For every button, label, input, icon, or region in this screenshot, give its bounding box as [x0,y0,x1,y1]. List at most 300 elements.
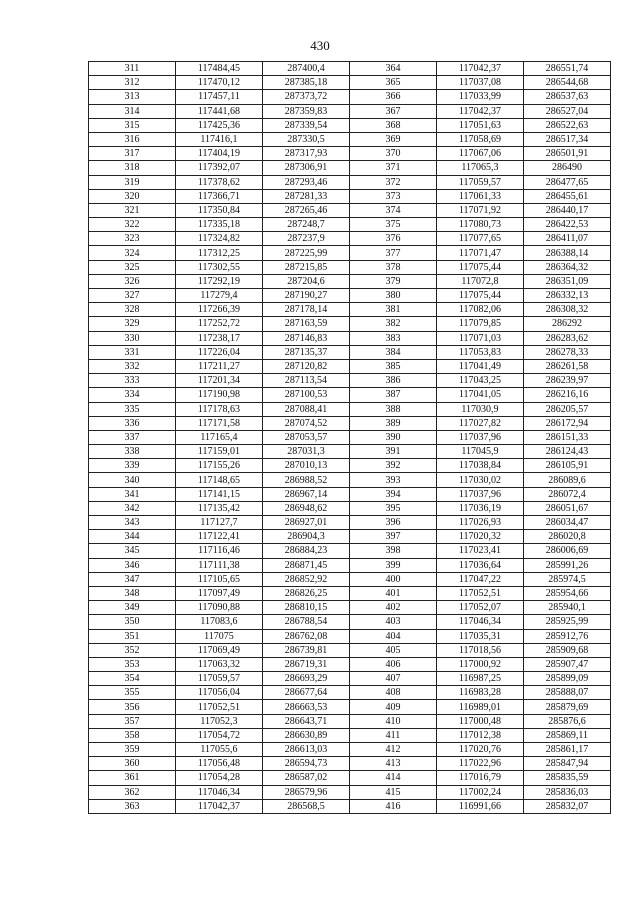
left-x-coordinate-cell: 117141,15 [176,487,263,501]
table-row [89,530,611,544]
right-point-number-cell: 390 [350,430,437,444]
right-x-coordinate-cell: 117002,24 [437,785,524,799]
right-x-coordinate-cell: 117077,65 [437,232,524,246]
left-point-number-cell: 321 [89,203,176,217]
left-x-coordinate-cell: 117148,65 [176,473,263,487]
right-y-coordinate-cell: 285974,5 [524,572,611,586]
left-x-coordinate-cell: 117392,07 [176,161,263,175]
table-row [89,601,611,615]
left-y-coordinate-cell: 286904,3 [263,530,350,544]
left-point-number-cell: 317 [89,147,176,161]
right-x-coordinate-cell: 116989,01 [437,700,524,714]
left-y-coordinate-cell: 287400,4 [263,62,350,76]
right-point-number-cell: 376 [350,232,437,246]
right-y-coordinate-cell: 285879,69 [524,700,611,714]
left-point-number-cell: 351 [89,629,176,643]
right-point-number-cell: 368 [350,118,437,132]
table-row [89,175,611,189]
right-y-coordinate-cell: 286151,33 [524,430,611,444]
left-point-number-cell: 347 [89,572,176,586]
right-point-number-cell: 394 [350,487,437,501]
right-point-number-cell: 408 [350,686,437,700]
right-y-coordinate-cell: 285847,94 [524,757,611,771]
right-y-coordinate-cell: 286537,63 [524,90,611,104]
right-x-coordinate-cell: 117037,96 [437,430,524,444]
left-point-number-cell: 332 [89,359,176,373]
left-y-coordinate-cell: 287100,53 [263,388,350,402]
right-x-coordinate-cell: 117022,96 [437,757,524,771]
left-point-number-cell: 313 [89,90,176,104]
table-row [89,232,611,246]
right-y-coordinate-cell: 286544,68 [524,76,611,90]
left-y-coordinate-cell: 287178,14 [263,303,350,317]
right-y-coordinate-cell: 286239,97 [524,374,611,388]
right-point-number-cell: 410 [350,714,437,728]
right-y-coordinate-cell: 286522,63 [524,118,611,132]
right-y-coordinate-cell: 286283,62 [524,331,611,345]
right-x-coordinate-cell: 117020,32 [437,530,524,544]
right-y-coordinate-cell: 286172,94 [524,416,611,430]
left-point-number-cell: 325 [89,260,176,274]
right-y-coordinate-cell: 286501,91 [524,147,611,161]
right-point-number-cell: 371 [350,161,437,175]
right-y-coordinate-cell: 286105,91 [524,459,611,473]
left-y-coordinate-cell: 286762,08 [263,629,350,643]
right-y-coordinate-cell: 285899,09 [524,672,611,686]
right-y-coordinate-cell: 286527,04 [524,104,611,118]
left-x-coordinate-cell: 117063,32 [176,657,263,671]
table-row [89,402,611,416]
left-y-coordinate-cell: 287146,83 [263,331,350,345]
left-y-coordinate-cell: 287248,7 [263,218,350,232]
table-row [89,771,611,785]
left-y-coordinate-cell: 287113,54 [263,374,350,388]
right-y-coordinate-cell: 286034,47 [524,516,611,530]
left-x-coordinate-cell: 117165,4 [176,430,263,444]
left-x-coordinate-cell: 117055,6 [176,743,263,757]
right-point-number-cell: 383 [350,331,437,345]
left-y-coordinate-cell: 287317,93 [263,147,350,161]
right-y-coordinate-cell: 285940,1 [524,601,611,615]
right-x-coordinate-cell: 117036,19 [437,501,524,515]
table-row [89,586,611,600]
left-x-coordinate-cell: 117116,46 [176,544,263,558]
right-x-coordinate-cell: 117026,93 [437,516,524,530]
table-row [89,714,611,728]
left-point-number-cell: 312 [89,76,176,90]
right-x-coordinate-cell: 117052,07 [437,601,524,615]
right-x-coordinate-cell: 117071,47 [437,246,524,260]
right-y-coordinate-cell: 285954,66 [524,586,611,600]
table-row [89,629,611,643]
left-x-coordinate-cell: 117252,72 [176,317,263,331]
left-point-number-cell: 314 [89,104,176,118]
table-row [89,62,611,76]
table-row [89,728,611,742]
right-x-coordinate-cell: 117037,08 [437,76,524,90]
right-x-coordinate-cell: 117058,69 [437,132,524,146]
left-point-number-cell: 342 [89,501,176,515]
coordinates-table-body [89,62,611,814]
left-point-number-cell: 363 [89,799,176,813]
left-point-number-cell: 343 [89,516,176,530]
left-point-number-cell: 360 [89,757,176,771]
left-point-number-cell: 346 [89,558,176,572]
right-y-coordinate-cell: 286551,74 [524,62,611,76]
left-point-number-cell: 339 [89,459,176,473]
left-point-number-cell: 340 [89,473,176,487]
right-y-coordinate-cell: 286490 [524,161,611,175]
right-x-coordinate-cell: 117052,51 [437,586,524,600]
right-point-number-cell: 365 [350,76,437,90]
left-point-number-cell: 323 [89,232,176,246]
left-y-coordinate-cell: 287385,18 [263,76,350,90]
right-y-coordinate-cell: 285925,99 [524,615,611,629]
right-y-coordinate-cell: 286477,65 [524,175,611,189]
left-y-coordinate-cell: 286788,54 [263,615,350,629]
right-x-coordinate-cell: 117071,92 [437,203,524,217]
left-y-coordinate-cell: 286568,5 [263,799,350,813]
left-point-number-cell: 315 [89,118,176,132]
left-y-coordinate-cell: 286693,29 [263,672,350,686]
right-x-coordinate-cell: 117037,96 [437,487,524,501]
right-point-number-cell: 402 [350,601,437,615]
left-x-coordinate-cell: 117042,37 [176,799,263,813]
right-x-coordinate-cell: 117047,22 [437,572,524,586]
right-point-number-cell: 373 [350,189,437,203]
right-point-number-cell: 411 [350,728,437,742]
left-point-number-cell: 334 [89,388,176,402]
right-point-number-cell: 396 [350,516,437,530]
table-row [89,331,611,345]
right-point-number-cell: 397 [350,530,437,544]
right-point-number-cell: 379 [350,274,437,288]
left-x-coordinate-cell: 117178,63 [176,402,263,416]
left-y-coordinate-cell: 287215,85 [263,260,350,274]
left-y-coordinate-cell: 287010,13 [263,459,350,473]
right-x-coordinate-cell: 117042,37 [437,62,524,76]
left-x-coordinate-cell: 117159,01 [176,445,263,459]
left-point-number-cell: 338 [89,445,176,459]
left-y-coordinate-cell: 286852,92 [263,572,350,586]
left-y-coordinate-cell: 287281,33 [263,189,350,203]
right-point-number-cell: 372 [350,175,437,189]
table-row [89,374,611,388]
right-point-number-cell: 399 [350,558,437,572]
left-x-coordinate-cell: 117155,26 [176,459,263,473]
left-point-number-cell: 355 [89,686,176,700]
right-x-coordinate-cell: 117000,48 [437,714,524,728]
right-point-number-cell: 366 [350,90,437,104]
left-y-coordinate-cell: 287225,99 [263,246,350,260]
left-y-coordinate-cell: 286613,03 [263,743,350,757]
left-x-coordinate-cell: 117302,55 [176,260,263,274]
table-row [89,203,611,217]
left-y-coordinate-cell: 286587,02 [263,771,350,785]
left-x-coordinate-cell: 117404,19 [176,147,263,161]
left-point-number-cell: 357 [89,714,176,728]
left-x-coordinate-cell: 117279,4 [176,289,263,303]
left-point-number-cell: 358 [89,728,176,742]
right-x-coordinate-cell: 117079,85 [437,317,524,331]
left-point-number-cell: 356 [89,700,176,714]
right-x-coordinate-cell: 117038,84 [437,459,524,473]
right-x-coordinate-cell: 117030,9 [437,402,524,416]
right-y-coordinate-cell: 286455,61 [524,189,611,203]
left-y-coordinate-cell: 286948,62 [263,501,350,515]
table-row [89,643,611,657]
right-x-coordinate-cell: 117042,37 [437,104,524,118]
right-point-number-cell: 406 [350,657,437,671]
table-row [89,473,611,487]
right-y-coordinate-cell: 286261,58 [524,359,611,373]
right-y-coordinate-cell: 286351,09 [524,274,611,288]
table-row [89,700,611,714]
right-y-coordinate-cell: 286072,4 [524,487,611,501]
right-point-number-cell: 392 [350,459,437,473]
left-point-number-cell: 349 [89,601,176,615]
right-point-number-cell: 400 [350,572,437,586]
table-row [89,516,611,530]
right-x-coordinate-cell: 117053,83 [437,345,524,359]
table-row [89,743,611,757]
right-point-number-cell: 389 [350,416,437,430]
left-point-number-cell: 337 [89,430,176,444]
right-x-coordinate-cell: 117046,34 [437,615,524,629]
left-x-coordinate-cell: 117059,57 [176,672,263,686]
right-x-coordinate-cell: 117075,44 [437,260,524,274]
right-x-coordinate-cell: 117059,57 [437,175,524,189]
right-point-number-cell: 386 [350,374,437,388]
table-row [89,246,611,260]
left-point-number-cell: 348 [89,586,176,600]
left-y-coordinate-cell: 287306,91 [263,161,350,175]
left-y-coordinate-cell: 286579,96 [263,785,350,799]
left-y-coordinate-cell: 286643,71 [263,714,350,728]
left-point-number-cell: 352 [89,643,176,657]
table-row [89,274,611,288]
right-y-coordinate-cell: 286422,53 [524,218,611,232]
left-y-coordinate-cell: 287204,6 [263,274,350,288]
left-point-number-cell: 359 [89,743,176,757]
right-x-coordinate-cell: 117000,92 [437,657,524,671]
left-x-coordinate-cell: 117069,49 [176,643,263,657]
right-x-coordinate-cell: 117033,99 [437,90,524,104]
left-x-coordinate-cell: 117090,88 [176,601,263,615]
left-y-coordinate-cell: 287120,82 [263,359,350,373]
table-row [89,289,611,303]
right-y-coordinate-cell: 285907,47 [524,657,611,671]
left-y-coordinate-cell: 286826,25 [263,586,350,600]
right-point-number-cell: 381 [350,303,437,317]
right-y-coordinate-cell: 285909,68 [524,643,611,657]
left-point-number-cell: 326 [89,274,176,288]
right-point-number-cell: 409 [350,700,437,714]
left-x-coordinate-cell: 117056,48 [176,757,263,771]
right-point-number-cell: 369 [350,132,437,146]
right-y-coordinate-cell: 286440,17 [524,203,611,217]
table-row [89,317,611,331]
right-point-number-cell: 370 [350,147,437,161]
right-x-coordinate-cell: 117075,44 [437,289,524,303]
right-x-coordinate-cell: 117035,31 [437,629,524,643]
right-y-coordinate-cell: 285876,6 [524,714,611,728]
left-y-coordinate-cell: 287330,5 [263,132,350,146]
left-x-coordinate-cell: 117111,38 [176,558,263,572]
right-point-number-cell: 388 [350,402,437,416]
left-y-coordinate-cell: 287088,41 [263,402,350,416]
left-x-coordinate-cell: 117122,41 [176,530,263,544]
table-row [89,303,611,317]
right-point-number-cell: 412 [350,743,437,757]
left-x-coordinate-cell: 117350,84 [176,203,263,217]
right-point-number-cell: 367 [350,104,437,118]
table-row [89,672,611,686]
table-row [89,430,611,444]
right-x-coordinate-cell: 116983,28 [437,686,524,700]
coordinates-table [88,61,611,814]
table-row [89,657,611,671]
left-x-coordinate-cell: 117470,12 [176,76,263,90]
left-point-number-cell: 319 [89,175,176,189]
left-y-coordinate-cell: 286594,73 [263,757,350,771]
right-point-number-cell: 415 [350,785,437,799]
right-point-number-cell: 382 [350,317,437,331]
right-x-coordinate-cell: 117067,06 [437,147,524,161]
right-point-number-cell: 391 [350,445,437,459]
left-x-coordinate-cell: 117083,6 [176,615,263,629]
left-x-coordinate-cell: 117127,7 [176,516,263,530]
right-y-coordinate-cell: 286292 [524,317,611,331]
left-point-number-cell: 335 [89,402,176,416]
right-x-coordinate-cell: 117061,33 [437,189,524,203]
left-x-coordinate-cell: 117052,51 [176,700,263,714]
left-y-coordinate-cell: 286739,81 [263,643,350,657]
left-y-coordinate-cell: 286810,15 [263,601,350,615]
table-row [89,544,611,558]
right-point-number-cell: 364 [350,62,437,76]
left-point-number-cell: 336 [89,416,176,430]
right-y-coordinate-cell: 286411,07 [524,232,611,246]
left-y-coordinate-cell: 286988,52 [263,473,350,487]
right-point-number-cell: 398 [350,544,437,558]
left-x-coordinate-cell: 117378,62 [176,175,263,189]
left-point-number-cell: 331 [89,345,176,359]
left-point-number-cell: 345 [89,544,176,558]
left-x-coordinate-cell: 117457,11 [176,90,263,104]
left-x-coordinate-cell: 117312,25 [176,246,263,260]
table-row [89,785,611,799]
table-row [89,104,611,118]
left-y-coordinate-cell: 287053,57 [263,430,350,444]
table-row [89,459,611,473]
right-y-coordinate-cell: 286216,16 [524,388,611,402]
right-point-number-cell: 374 [350,203,437,217]
table-row [89,799,611,813]
right-x-coordinate-cell: 117023,41 [437,544,524,558]
right-x-coordinate-cell: 117041,05 [437,388,524,402]
left-x-coordinate-cell: 117054,72 [176,728,263,742]
left-y-coordinate-cell: 286663,53 [263,700,350,714]
left-x-coordinate-cell: 117292,19 [176,274,263,288]
right-x-coordinate-cell: 117020,76 [437,743,524,757]
left-x-coordinate-cell: 117054,28 [176,771,263,785]
table-row [89,147,611,161]
right-y-coordinate-cell: 285888,07 [524,686,611,700]
left-point-number-cell: 320 [89,189,176,203]
right-x-coordinate-cell: 117082,06 [437,303,524,317]
right-y-coordinate-cell: 285835,59 [524,771,611,785]
right-y-coordinate-cell: 286205,57 [524,402,611,416]
right-y-coordinate-cell: 286020,8 [524,530,611,544]
left-point-number-cell: 344 [89,530,176,544]
table-row [89,161,611,175]
left-x-coordinate-cell: 117484,45 [176,62,263,76]
right-y-coordinate-cell: 286364,32 [524,260,611,274]
left-y-coordinate-cell: 286871,45 [263,558,350,572]
left-y-coordinate-cell: 287339,54 [263,118,350,132]
right-point-number-cell: 404 [350,629,437,643]
right-point-number-cell: 416 [350,799,437,813]
left-x-coordinate-cell: 117238,17 [176,331,263,345]
right-point-number-cell: 387 [350,388,437,402]
table-row [89,558,611,572]
table-row [89,260,611,274]
left-y-coordinate-cell: 287135,37 [263,345,350,359]
right-x-coordinate-cell: 117080,73 [437,218,524,232]
right-x-coordinate-cell: 117071,03 [437,331,524,345]
left-x-coordinate-cell: 117201,34 [176,374,263,388]
right-point-number-cell: 384 [350,345,437,359]
right-y-coordinate-cell: 286332,13 [524,289,611,303]
left-y-coordinate-cell: 286677,64 [263,686,350,700]
left-point-number-cell: 329 [89,317,176,331]
right-point-number-cell: 380 [350,289,437,303]
left-point-number-cell: 350 [89,615,176,629]
right-x-coordinate-cell: 117016,79 [437,771,524,785]
right-y-coordinate-cell: 285832,07 [524,799,611,813]
right-x-coordinate-cell: 117041,49 [437,359,524,373]
left-point-number-cell: 330 [89,331,176,345]
table-row [89,445,611,459]
left-point-number-cell: 354 [89,672,176,686]
left-point-number-cell: 341 [89,487,176,501]
right-point-number-cell: 405 [350,643,437,657]
left-point-number-cell: 318 [89,161,176,175]
table-row [89,218,611,232]
right-y-coordinate-cell: 285991,26 [524,558,611,572]
right-point-number-cell: 395 [350,501,437,515]
left-x-coordinate-cell: 117135,42 [176,501,263,515]
right-point-number-cell: 407 [350,672,437,686]
right-point-number-cell: 378 [350,260,437,274]
left-x-coordinate-cell: 117366,71 [176,189,263,203]
table-row [89,615,611,629]
left-point-number-cell: 322 [89,218,176,232]
left-x-coordinate-cell: 117425,36 [176,118,263,132]
table-row [89,118,611,132]
left-y-coordinate-cell: 287265,46 [263,203,350,217]
left-x-coordinate-cell: 117105,65 [176,572,263,586]
left-x-coordinate-cell: 117226,04 [176,345,263,359]
right-x-coordinate-cell: 117072,8 [437,274,524,288]
left-point-number-cell: 316 [89,132,176,146]
right-y-coordinate-cell: 286089,6 [524,473,611,487]
right-x-coordinate-cell: 117036,64 [437,558,524,572]
right-y-coordinate-cell: 285869,11 [524,728,611,742]
left-point-number-cell: 328 [89,303,176,317]
table-row [89,132,611,146]
